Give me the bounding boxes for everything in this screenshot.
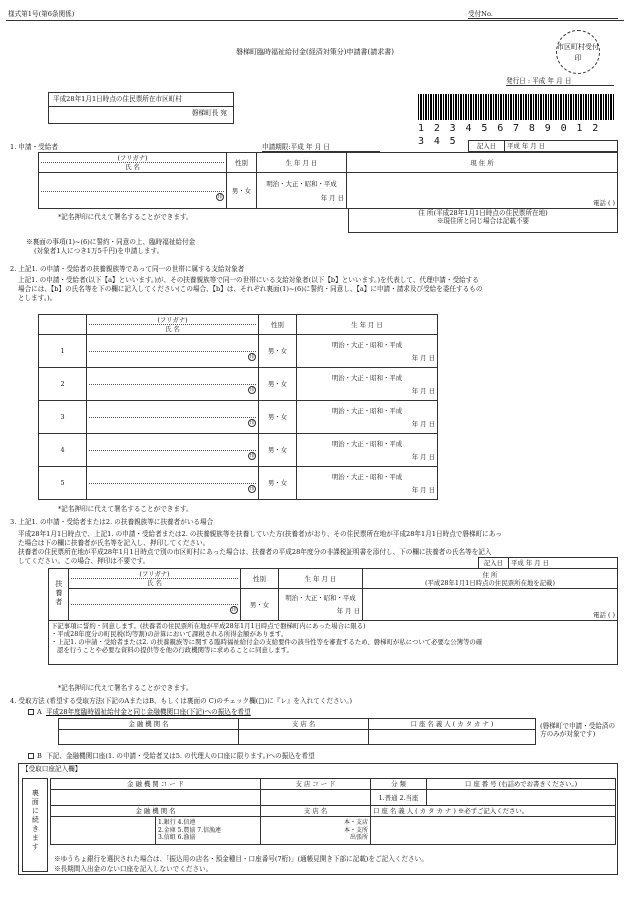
applicant-name-field[interactable]: 印: [39, 173, 227, 209]
application-deadline: 申請期限:平成 年 月 日: [262, 143, 380, 152]
section3-entry-date: 記入日 平成 年 月 日: [478, 557, 618, 569]
option-b[interactable]: B 下記、金融機関口座(1. の申請・受給者又は5. の代理人の口座に限ります。)への振込を希望: [28, 752, 315, 760]
account-number-field[interactable]: [427, 790, 616, 806]
dependent-row: 1 印 男・女 明治・大正・昭和・平成 年 月 日: [39, 335, 438, 368]
reception-stamp: 市区町村受付印: [556, 30, 600, 74]
section3-text: 扶養者の住民票所在地が平成28年1月1日時点で別の市区町村にあった場合は、扶養者の平成28年度分の非課税証明書を添付し、下の欄に扶養者の氏名等を記入: [18, 548, 492, 556]
applicant-table: (フリガナ) 氏 名 性別 生 年 月 日 現 住 所 印 男・女 明治・大正・昭和・平成 年 月 日 電話 ( ): [38, 152, 618, 209]
supporter-name-field[interactable]: 印: [69, 589, 241, 621]
applicant-address-field[interactable]: 電話 ( ): [347, 173, 618, 209]
option-a-note: (磐梯町で申請・受給済の方のみが対象です): [540, 722, 616, 739]
dependent-row: 4 印 男・女 明治・大正・昭和・平成 年 月 日: [39, 434, 438, 467]
option-a-branch-field[interactable]: [239, 730, 369, 745]
dependent-name-field[interactable]: 印: [87, 401, 259, 434]
section4-heading: 4. 受取方法 (希望する受取方法(下記のAまたはB、もしくは裏面の C)のチェック欄(□)に『レ』を入れてください。): [10, 697, 353, 705]
dependent-name-field[interactable]: 印: [87, 335, 259, 368]
dependents-table: (フリガナ) 氏 名 性別 生 年 月 日 1 印 男・女 明治・大正・昭和・平成 年 月 日 2 印 男・女 明治・大正・昭和・平成 年 月 日 3 印 男・女 明治・大正・昭和・平成 年 月 日 4 印 男・女 明治・大正・昭和・平成 年 月 日 5 印 男・女 明治・大正・昭和・平成 年 月 日: [38, 314, 438, 500]
section3-seal-note: *記名押印に代えて署名することができます。: [58, 684, 193, 692]
dependent-name-field[interactable]: 印: [87, 467, 259, 500]
supporter-address-field[interactable]: 電話 ( ): [363, 589, 618, 621]
dependent-row: 5 印 男・女 明治・大正・昭和・平成 年 月 日: [39, 467, 438, 500]
form-number: 様式第1号(第6条関係): [8, 10, 75, 18]
issue-date: 発行日 : 平成 年 月 日: [506, 77, 614, 86]
barcode: [418, 94, 614, 120]
oath-line-1: ※裏面の事項(1)~(6)に誓約・同意の上、臨時福祉給付金: [26, 238, 196, 246]
option-a[interactable]: A 平成28年度臨時福祉給付金と同じ金融機関口座(下記)への振込を希望: [28, 708, 251, 716]
bank-code-field[interactable]: [51, 790, 261, 806]
section1-seal-note: *記名押印に代えて署名することができます。: [58, 213, 193, 221]
section2-text: 上記1. の申請・受給者(以下【a】といいます。)が、その扶養親族等で同一の世帯にいる支給対象者(以下【b】といいます。)を代表して、代理申請・受給する: [18, 276, 479, 284]
branch-name-field[interactable]: 本・支店 本・支所 出張所: [261, 817, 371, 845]
dependent-row: 3 印 男・女 明治・大正・昭和・平成 年 月 日: [39, 401, 438, 434]
section2-heading: 2. 上記1. の申請・受給者の扶養親族等であって同一の世帯に属する支給対象者: [10, 265, 245, 273]
option-b-checkbox: [28, 753, 34, 759]
dependent-name-field[interactable]: 印: [87, 368, 259, 401]
option-a-checkbox: [28, 709, 34, 715]
footnote-1: ※ゆうちょ銀行を選択された場合は、「振込用の店名・預金種目・口座番号(7桁)」(通帳見開き下部に記載)をご記入ください。: [54, 855, 428, 863]
back-note: 裏面に続きます: [22, 778, 48, 872]
section3-text: してください。この場合、押印は不要です。: [18, 557, 150, 565]
account-box-title: 【受取口座記入欄】: [22, 765, 82, 773]
option-a-holder-field[interactable]: [369, 730, 536, 745]
supporter-table: 扶養者 (フリガナ) 氏 名 性別 生 年 月 日 住 所 (平成28年1月1日時点の住民票所在地を記載) 印 男・女 明治・大正・昭和・平成 年 月 日 電話 ( ) 下記事項に誓約・同意します。(扶養者の住民票所在地が平成28年1月1日時点で磐梯町内にあった場合に限る) ・平成28年度分の町民税(均等割)の計算において課税される所得金額があります。 ・上記1. の申請・受給者または2. の扶養親族等に関する臨時福祉給付金の支給要件の該当性等を審査するため、磐梯町が私について必要な公簿等の確 認を行うことや必要な資料の提供等を他の行政機関等に求めることに同意します。: [48, 568, 618, 665]
form-title: 磐梯町臨時福祉給付金(経済対策分)申請書(請求書): [236, 48, 394, 56]
section3-heading: 3. 上記1. の申請・受給者または2. の扶養親族等に扶養者がいる場合: [10, 518, 214, 526]
option-a-bank-field[interactable]: [59, 730, 239, 745]
footnote-2: ※長期間入出金のない口座を記入しないでください。: [54, 865, 213, 873]
address-note-box: 住 所(平成28年1月1日時点の住民票所在地) ※現住所と同じ場合は記載不要: [348, 209, 618, 233]
section2-seal-note: *記名押印に代えて署名することができます。: [58, 505, 193, 513]
account-holder-field[interactable]: [371, 817, 616, 845]
option-a-table: 金 融 機 関 名 支 店 名 口 座 名 義 人 ( カ タ カ ナ ): [58, 718, 536, 745]
section2-text: 場合には、【b】の氏名等を下の欄に記入してください(この場合、【b】は、それぞれ裏面(1)~(6)に誓約・同意し、【a】に申請・請求及び受給を委任するもの: [18, 285, 483, 293]
barcode-number: 1 2 3 4 5 6 7 8 9 0 1 2 3 4 5: [418, 123, 601, 147]
address-box: 平成28年1月1日時点の住民票所在市区町村 磐梯町長 宛: [48, 92, 234, 124]
section1-heading: 1. 申請・受給者: [10, 143, 58, 151]
section1-entry-date: 記入日 平成 年 月 日: [468, 140, 618, 152]
branch-code-field[interactable]: [261, 790, 371, 806]
dependent-name-field[interactable]: 印: [87, 434, 259, 467]
section2-text: とします。)。: [18, 294, 57, 302]
bank-name-field[interactable]: [51, 817, 156, 845]
section3-text: 平成28年1月1日時点で、上記1. の申請・受給者または2. の扶養親族等を扶養していた方(扶養者)がおり、その住民票所在地が平成28年1月1日時点で磐梯町にあっ: [18, 530, 502, 538]
section3-text: た場合は下の欄に扶養者が氏名等を記入し、押印してください。: [18, 539, 210, 547]
receipt-number: 受付No.: [468, 10, 618, 19]
dependent-row: 2 印 男・女 明治・大正・昭和・平成 年 月 日: [39, 368, 438, 401]
account-table: 金 融 機 関 コ ー ド 支 店 コ ー ド 分 類 口 座 番 号 (右詰めでお書きください。) 1.普通 2.当座 金 融 機 関 名 支 店 名 口 座 名 義 人 ( カ タ カ ナ ) ※必ずご記入ください。 1.銀行 4.信連 2.金庫 5.農協 7.信漁連 3.信組 6.漁協 本・支店 本・支所 出張所: [50, 778, 616, 845]
oath-line-2: (対象者1人につき1万5千円)を申請します。: [34, 247, 164, 255]
